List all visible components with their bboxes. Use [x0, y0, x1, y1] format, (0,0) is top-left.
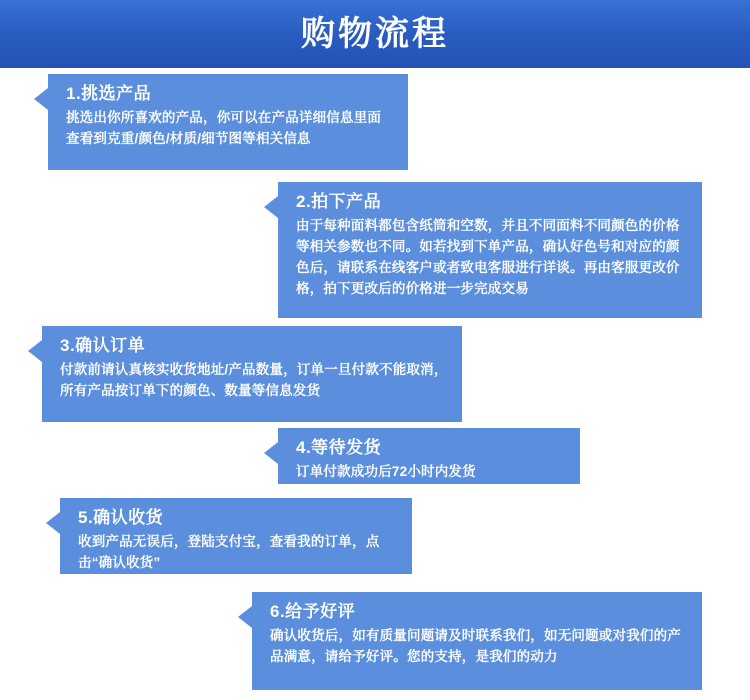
step-box-3: [42, 326, 462, 422]
arrow-notch-icon: [46, 512, 60, 534]
step-body-6: 确认收货后，如有质量问题请及时联系我们，如无问题或对我们的产品满意，请给予好评。您的支持，是我们的动力: [270, 628, 681, 664]
step-box-4: [278, 428, 580, 484]
step-body-4: 订单付款成功后72小时内发货: [296, 464, 476, 479]
step-title-2: 2.拍下产品: [296, 192, 382, 211]
step-body-3: 付款前请认真核实收货地址/产品数量，订单一旦付款不能取消，所有产品按订单下的颜色、数量等信息发货: [60, 362, 448, 398]
step-box-2: [278, 182, 702, 318]
step-box-1: [48, 74, 408, 170]
step-body-1: 挑选出你所喜欢的产品，你可以在产品详细信息里面查看到克重/颜色/材质/细节图等相关信息: [66, 110, 382, 146]
step-title-6: 6.给予好评: [270, 602, 356, 621]
arrow-notch-icon: [238, 606, 252, 628]
step-title-5: 5.确认收货: [78, 508, 164, 527]
step-title-4: 4.等待发货: [296, 438, 382, 457]
step-box-6: [252, 592, 702, 690]
step-body-5: 收到产品无误后，登陆支付宝，查看我的订单，点击“确认收货”: [78, 534, 380, 570]
step-body-2: 由于每种面料都包含纸筒和空数，并且不同面料不同颜色的价格等相关参数也不同。如若找到下单产品，确认好色号和对应的颜色后，请联系在线客户或者致电客服进行详谈。再由客服更改价格，拍下更改后的价格进一步完成交易: [296, 218, 680, 296]
header-banner: [0, 0, 750, 68]
step-box-5: [60, 498, 412, 574]
arrow-notch-icon: [28, 340, 42, 362]
arrow-notch-icon: [34, 88, 48, 110]
step-title-1: 1.挑选产品: [66, 84, 152, 103]
page-title: 购物流程: [301, 15, 449, 53]
arrow-notch-icon: [264, 196, 278, 218]
step-title-3: 3.确认订单: [60, 336, 146, 355]
arrow-notch-icon: [264, 442, 278, 464]
